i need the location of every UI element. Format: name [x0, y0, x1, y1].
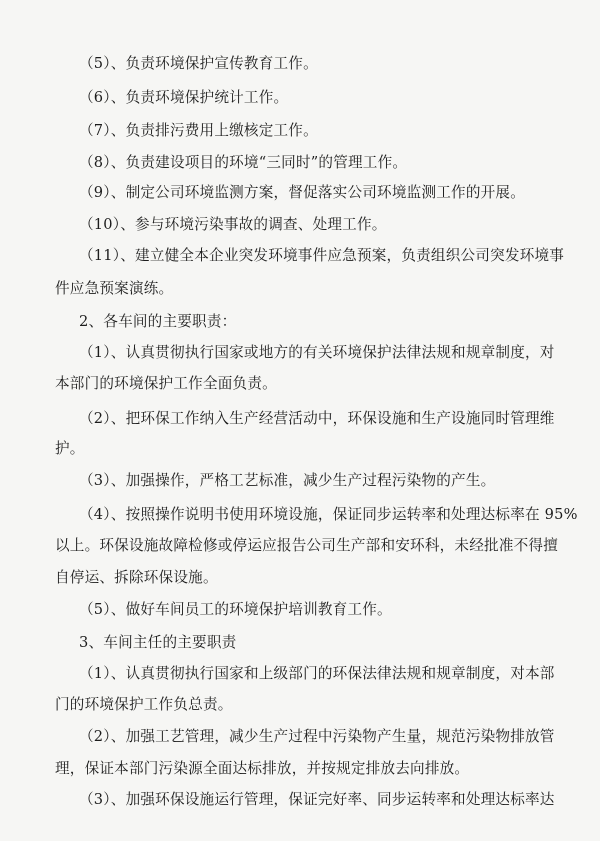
paragraph-line: （11）、建立健全本企业突发环境事件应急预案，负责组织公司突发环境事: [79, 247, 565, 264]
paragraph-line: （2）、把环保工作纳入生产经营活动中，环保设施和生产设施同时管理维: [79, 410, 555, 427]
paragraph-line: 门的环境保护工作负总责。: [55, 696, 233, 713]
paragraph-line: 本部门的环境保护工作全面负责。: [55, 375, 277, 392]
paragraph-line: （1）、认真贯彻执行国家或地方的有关环境保护法律法规和规章制度，对: [79, 344, 555, 361]
paragraph-line: （3）、加强操作，严格工艺标准，减少生产过程污染物的产生。: [79, 472, 496, 489]
section-heading: 3、车间主任的主要职责: [79, 634, 237, 651]
paragraph-line: 理，保证本部门污染源全面达标排放，并按规定排放去向排放。: [55, 760, 470, 777]
paragraph-line: 件应急预案演练。: [55, 280, 174, 297]
paragraph-line: （2）、加强工艺管理，减少生产过程中污染物产生量，规范污染物排放管: [79, 728, 555, 745]
paragraph-line: 护。: [55, 440, 85, 457]
paragraph-line: （8）、负责建设项目的环境“三同时”的管理工作。: [79, 154, 408, 171]
paragraph-line: 自停运、拆除环保设施。: [55, 569, 218, 586]
paragraph-line: （6）、负责环境保护统计工作。: [79, 89, 289, 106]
paragraph-line: （7）、负责排污费用上缴核定工作。: [79, 122, 318, 139]
paragraph-line: （4）、按照操作说明书使用环境设施，保证同步运转率和处理达标率在 95%: [79, 506, 578, 523]
paragraph-line: （9）、制定公司环境监测方案，督促落实公司环境监测工作的开展。: [79, 184, 526, 201]
section-heading: 2、各车间的主要职责：: [79, 313, 237, 330]
paragraph-line: （5）、负责环境保护宣传教育工作。: [79, 55, 318, 72]
paragraph-line: （3）、加强环保设施运行管理，保证完好率、同步运转率和处理达标率达: [79, 791, 555, 808]
paragraph-line: 以上。环保设施故障检修或停运应报告公司生产部和安环科，未经批准不得擅: [55, 537, 558, 554]
paragraph-line: （10）、参与环境污染事故的调查、处理工作。: [79, 216, 387, 233]
paragraph-line: （5）、做好车间员工的环境保护培训教育工作。: [79, 601, 392, 618]
paragraph-line: （1）、认真贯彻执行国家和上级部门的环保法律法规和规章制度，对本部: [79, 665, 555, 682]
